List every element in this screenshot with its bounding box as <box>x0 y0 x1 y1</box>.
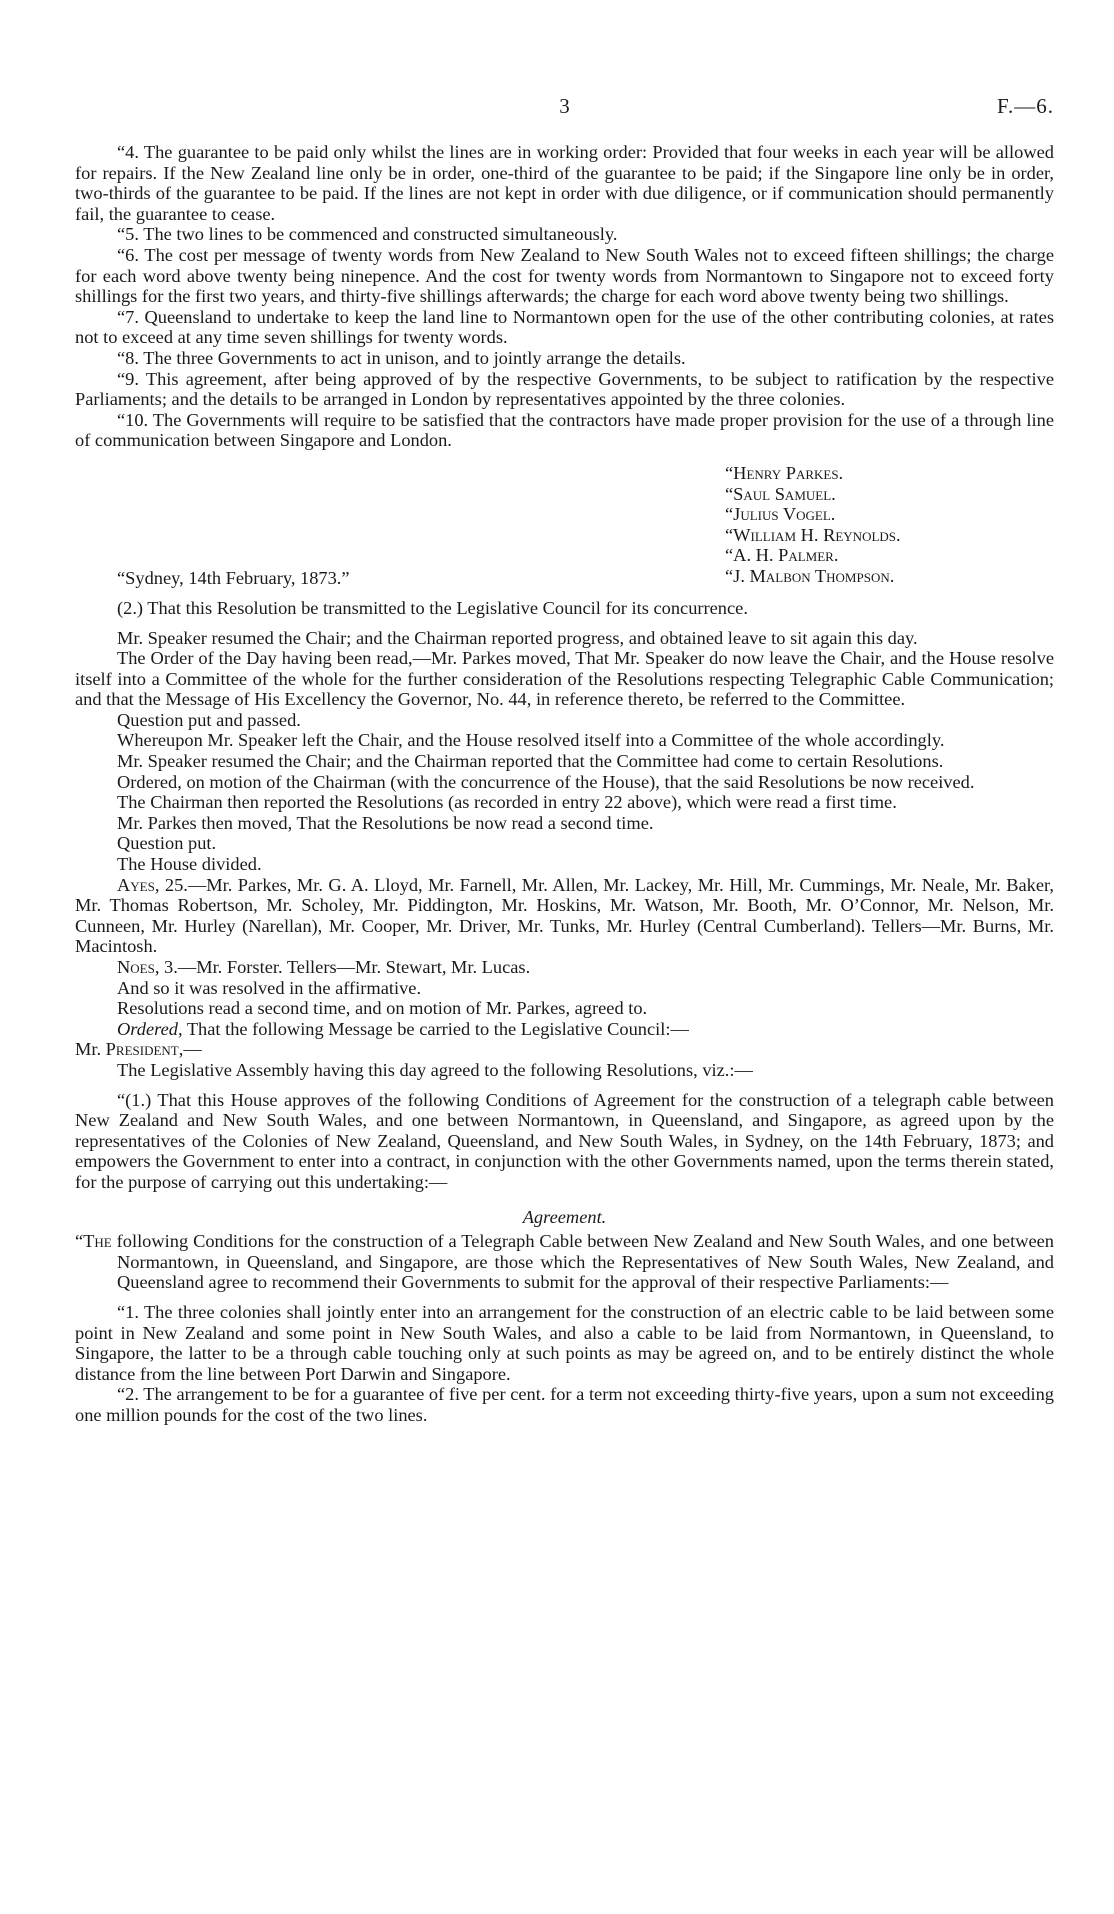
agreement-heading: Agreement. <box>522 1206 607 1227</box>
agreement-clause-2: “2. The arrangement to be for a guarantee of five per cent. for a term not exceeding thirty-five years, upon a sum not exceeding one million pounds for the cost of the two lines. <box>75 1384 1054 1425</box>
signatory: “Saul Samuel. <box>725 483 836 504</box>
proceeding-paragraph: Question put. <box>117 833 217 854</box>
agreement-intro-text: following Conditions for the construction of a Telegraph Cable between New Zealand and New South Wales, and one between Normantown, in Queensland, and Singapore, are those which the Representatives of New South Wales, New Zealand, and Queensland agree to recommend their Governments to submit for the approval of their respective Parliaments:— <box>111 1231 1054 1293</box>
document-reference: F.—6. <box>997 94 1054 118</box>
proceeding-paragraph: The House divided. <box>117 854 262 875</box>
clause-10: “10. The Governments will require to be satisfied that the contractors have made proper provision for the use of a through line of communication between Singapore and London. <box>75 409 1054 451</box>
order-paragraph <box>75 1019 1054 1040</box>
salutation-suffix: ,— <box>178 1039 202 1060</box>
signatory: “A. H. Palmer. <box>725 545 839 566</box>
signatory: “William H. Reynolds. <box>725 524 901 545</box>
clause-4: “4. The guarantee to be paid only whilst the lines are in working order: Provided that four weeks in each year will be allowed for repairs. If the New Zealand line only be in order, one-third of the guarantee to be paid; if the Singapore line only be in order, two-thirds of the guarantee to be paid. If the lines are not kept in order with due diligence, or if communication should permanently fail, the guarantee to cease. <box>75 142 1054 224</box>
proceeding-paragraph: Mr. Speaker resumed the Chair; and the Chairman reported that the Committee had come to certain Resolutions. <box>117 751 944 772</box>
agreement-intro-lead: “The <box>75 1231 112 1252</box>
page-header <box>75 96 1054 122</box>
salutation-prefix: Mr. <box>75 1039 106 1060</box>
document-body <box>75 142 1054 1425</box>
proceeding-paragraph: Whereupon Mr. Speaker left the Chair, and the House resolved itself into a Committee of the whole accordingly. <box>117 730 945 751</box>
proceeding-paragraph: Mr. Speaker resumed the Chair; and the Chairman reported progress, and obtained leave to sit again this day. <box>117 627 918 648</box>
salutation-title: President <box>105 1039 179 1060</box>
agreement-intro <box>75 1231 1054 1293</box>
signature-block <box>75 463 1054 589</box>
message-intro: The Legislative Assembly having this day agreed to the following Resolutions, viz.:— <box>117 1059 753 1080</box>
noes-list: , 3.—Mr. Forster. Tellers—Mr. Stewart, Mr. Lucas. <box>154 957 531 977</box>
clause-9: “9. This agreement, after being approved of by the respective Governments, to be subject to ratification by the respective Parliaments; and the details to be arranged in London by representatives appointed by the three colonies. <box>75 368 1054 410</box>
signature-date: “Sydney, 14th February, 1873.” <box>117 567 350 588</box>
resolution-2: (2.) That this Resolution be transmitted to the Legislative Council for its concurrence. <box>117 597 748 618</box>
ayes-label: Ayes <box>117 874 155 895</box>
proceeding-paragraph: The Order of the Day having been read,—Mr. Parkes moved, That Mr. Speaker do now leave the Chair, and the House resolve itself into a Committee of the whole for the further consideration of the Resolutions respecting Telegraphic Cable Communication; and that the Message of His Excellency the Governor, No. 44, in reference thereto, be referred to the Committee. <box>75 648 1054 710</box>
noes-label: Noes <box>117 957 155 977</box>
page-number: 3 <box>559 94 570 118</box>
clause-7: “7. Queensland to undertake to keep the land line to Normantown open for the use of the other contributing colonies, at rates not to exceed at any time seven shillings for twenty words. <box>75 306 1054 348</box>
resolution-1: “(1.) That this House approves of the following Conditions of Agreement for the construction of a telegraph cable between New Zealand and New South Wales, and one between Normantown, in Queensland, and Singapore, as agreed upon by the representatives of the Colonies of New Zealand, Queensland, and New South Wales, in Sydney, on the 14th February, 1873; and empowers the Government to enter into a contract, in conjunction with the other Governments named, upon the terms therein stated, for the purpose of carrying out this undertaking:— <box>75 1089 1054 1192</box>
proceeding-paragraph: Question put and passed. <box>117 709 301 730</box>
ordered-text: , That the following Message be carried to the Legislative Council:— <box>177 1018 689 1039</box>
proceeding-paragraph: Resolutions read a second time, and on motion of Mr. Parkes, agreed to. <box>117 998 648 1019</box>
clause-6: “6. The cost per message of twenty words from New Zealand to New South Wales not to exceed fifteen shillings; the charge for each word above twenty being ninepence. And the cost for twenty words from Normantown to Singapore not to exceed forty shillings for the first two years, and thirty-five shillings afterwards; the charge for each word above twenty being two shillings. <box>75 244 1054 307</box>
clause-5: “5. The two lines to be commenced and constructed simultaneously. <box>117 224 618 245</box>
division-noes <box>75 957 1054 978</box>
message-salutation <box>75 1039 1054 1060</box>
signatory: “Julius Vogel. <box>725 504 836 525</box>
proceeding-paragraph: The Chairman then reported the Resolutions (as recorded in entry 22 above), which were read a first time. <box>117 792 897 813</box>
proceeding-paragraph: Ordered, on motion of the Chairman (with the concurrence of the House), that the said Resolutions be now received. <box>117 771 975 792</box>
agreement-clause-1: “1. The three colonies shall jointly enter into an arrangement for the construction of an electric cable to be laid between some point in New Zealand and some point in New South Wales, and also a cable to be laid from Normantown, in Queensland, to Singapore, the latter to be a through cable touching only at such points as may be agreed on, and to be entirely distinct the whole distance from the line between Port Darwin and Singapore. <box>75 1301 1054 1384</box>
proceeding-paragraph: Mr. Parkes then moved, That the Resolutions be now read a second time. <box>117 812 654 833</box>
signatory-list <box>725 463 901 587</box>
proceeding-paragraph: And so it was resolved in the affirmative. <box>117 977 422 998</box>
ordered-label: Ordered <box>117 1018 178 1039</box>
division-ayes <box>75 875 1054 957</box>
signatory: “Henry Parkes. <box>725 462 844 483</box>
signatory: “J. Malbon Thompson. <box>725 565 895 586</box>
ayes-list: , 25.—Mr. Parkes, Mr. G. A. Lloyd, Mr. Farnell, Mr. Allen, Mr. Lackey, Mr. Hill, Mr. Cummings, Mr. Neale, Mr. Baker, Mr. Thomas Robertson, Mr. Scholey, Mr. Piddington, Mr. Hoskins, Mr. Watson, Mr. Booth, Mr. O’Connor, Mr. Nelson, Mr. Cunneen, Mr. Hurley (Narellan), Mr. Cooper, Mr. Driver, Mr. Tunks, Mr. Hurley (Central Cumberland). Tellers—Mr. Burns, Mr. Macintosh. <box>75 874 1054 957</box>
clause-8: “8. The three Governments to act in unison, and to jointly arrange the details. <box>117 347 686 368</box>
